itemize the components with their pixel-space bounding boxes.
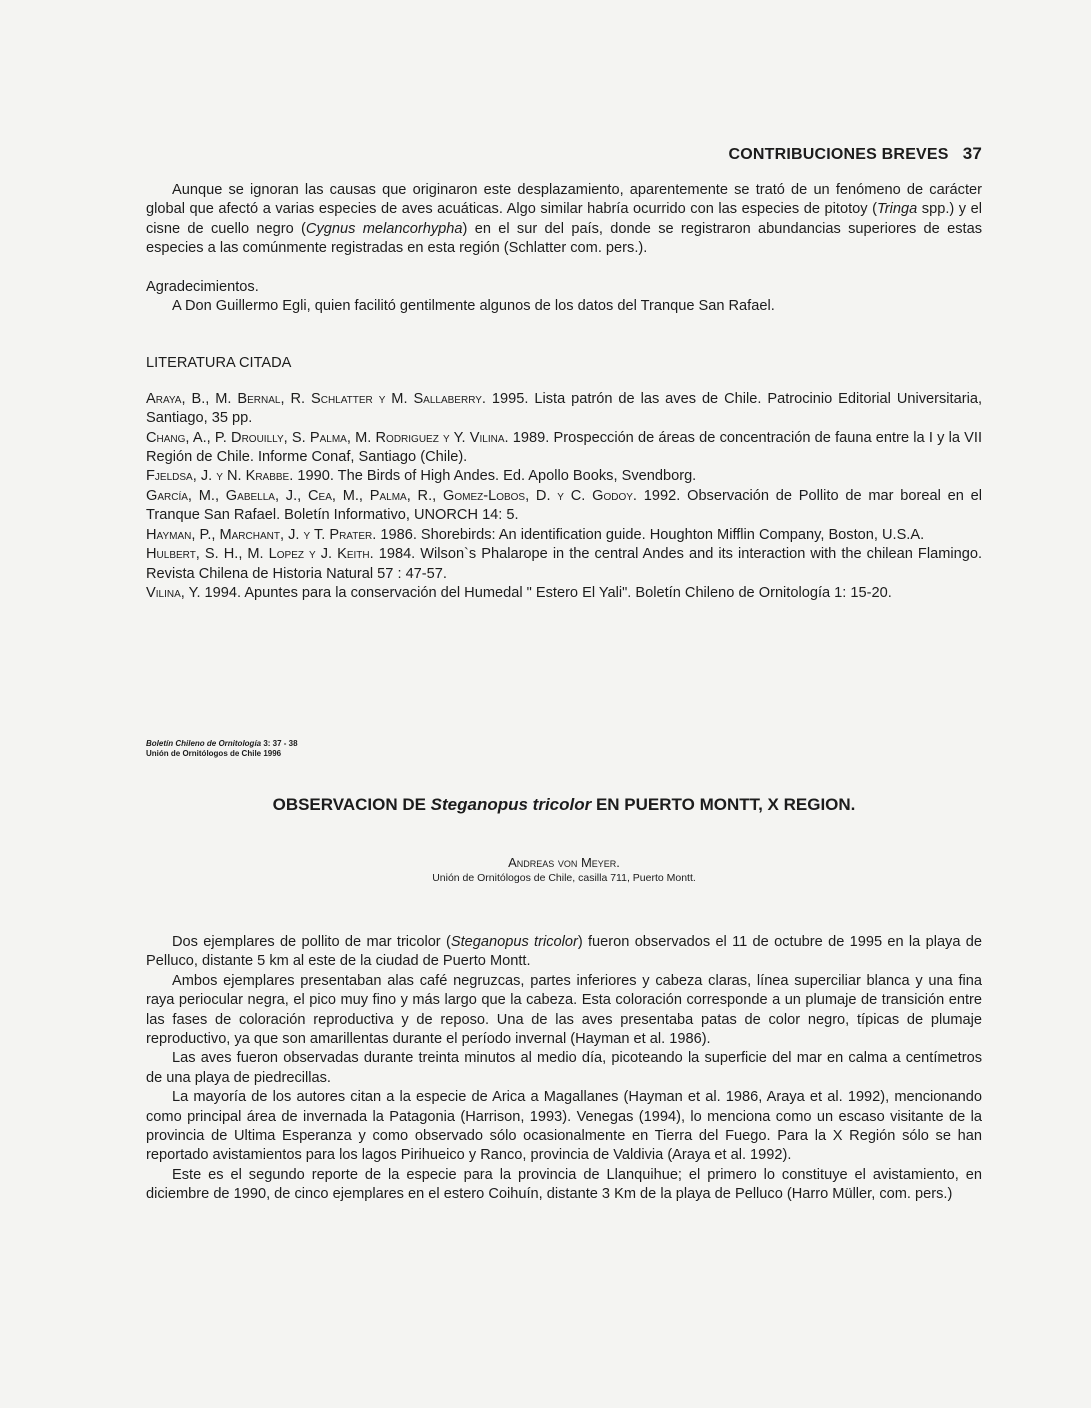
intro-text-3: ) en el sur del país, donde se registraron abundancias superiores de estas especies a las comúnmente registradas en esta región (Schlatter com. pers.). xyxy=(146,220,982,257)
journal-name: Boletín Chileno de Ornitología xyxy=(146,739,262,748)
reference-text: 1989. Prospección de áreas de concentración de fauna entre la I y la VII Región de Chile. Informe Conaf, Santiago (Chile). xyxy=(146,429,982,466)
reference-item xyxy=(146,545,982,584)
article-paragraph: Las aves fueron observadas durante treinta minutos al medio día, picoteando la superficie del mar en calma a centímetros de una playa de piedrecillas. xyxy=(146,1050,982,1086)
intro-text-2: spp.) y el cisne de cuello negro ( xyxy=(146,201,983,237)
article-paragraph: Ambos ejemplares presentaban alas café negruzcas, partes inferiores y cabeza claras, línea superciliar blanca y una fina raya periocular negra, el pico muy fino y más largo que la cabeza. Esta coloración corresponde a un plumaje de transición entre las fases de coloración reproductiva y de reposo. Una de las aves presentaba patas de color negro, típicas de plumaje reproductivo, ya que son amarillentas durante el período invernal (Hayman et al. 1986). xyxy=(146,972,982,1048)
reference-text: 1990. The Birds of High Andes. Ed. Apollo Books, Svendborg. xyxy=(293,468,697,485)
reference-item xyxy=(146,429,982,468)
title-suffix: EN PUERTO MONTT, X REGION. xyxy=(591,795,856,814)
reference-text: 1986. Shorebirds: An identification guide. Houghton Mifflin Company, Boston, U.S.A. xyxy=(376,526,925,543)
journal-issue: 3: 37 - 38 xyxy=(261,739,298,748)
article-title xyxy=(146,795,982,815)
article-body xyxy=(146,933,982,1205)
title-prefix: OBSERVACION DE xyxy=(272,795,431,814)
reference-item xyxy=(146,584,982,603)
reference-item xyxy=(146,526,982,545)
reference-authors: Vilina, Y. xyxy=(146,584,201,601)
article-paragraph: Este es el segundo reporte de la especie para la provincia de Llanquihue; el primero lo constituye el avistamiento, en diciembre de 1990, de cinco ejemplares en el estero Coihuín, distante 3 Km de la playa de Pelluco (Harro Müller, com. pers.) xyxy=(146,1166,982,1203)
intro-paragraph xyxy=(146,181,982,259)
intro-section xyxy=(146,181,982,603)
reference-item xyxy=(146,487,982,526)
page-number: 37 xyxy=(962,144,982,163)
title-species: Steganopus tricolor xyxy=(430,795,592,814)
reference-authors: Fjeldsa, J. y N. Krabbe. xyxy=(146,468,294,485)
reference-item xyxy=(146,390,982,429)
intro-species-tringa: Tringa xyxy=(876,201,918,218)
acknowledgements-heading: Agradecimientos. xyxy=(146,278,259,295)
p1-species: Steganopus tricolor xyxy=(450,934,578,950)
article-paragraph: La mayoría de los autores citan a la especie de Arica a Magallanes (Hayman et al. 1986, Araya et al. 1992), mencionando como principal área de invernada la Patagonia (Harrison, 1993). Venegas (1994), lo menciona como un escaso visitante de la provincia de Ultima Esperanza y como observado sólo ocasionalmente en Tierra del Fuego. Para la X Región sólo se han reportado avistamientos para los lagos Pirihueico y Ranco, provincia de Valdivia (Araya et al. 1992). xyxy=(146,1089,982,1164)
reference-authors: Chang, A., P. Drouilly, S. Palma, M. Rodriguez y Y. Vilina. xyxy=(146,429,509,446)
journal-publisher: Unión de Ornitólogos de Chile 1996 xyxy=(146,748,282,758)
journal-citation xyxy=(146,739,298,758)
reference-text: 1994. Apuntes para la conservación del Humedal " Estero El Yali". Boletín Chileno de Ornitología 1: 15-20. xyxy=(200,584,892,601)
reference-authors: Hulbert, S. H., M. Lopez y J. Keith. xyxy=(146,546,374,563)
reference-text: 1995. Lista patrón de las aves de Chile. Patrocinio Editorial Universitaria, Santiago, 35 pp. xyxy=(146,390,982,427)
section-title: CONTRIBUCIONES BREVES xyxy=(728,146,949,163)
reference-text: 1992. Observación de Pollito de mar boreal en el Tranque San Rafael. Boletín Informativo, UNORCH 14: 5. xyxy=(146,487,982,524)
p1-text-b: ) fueron observados el 11 de octubre de 1995 en la playa de Pelluco, distante 5 km al este de la ciudad de Puerto Montt. xyxy=(146,934,983,970)
running-header xyxy=(600,144,982,164)
reference-authors: Araya, B., M. Bernal, R. Schlatter y M. Sallaberry. xyxy=(146,390,486,407)
reference-list xyxy=(146,390,982,603)
article-author-block xyxy=(146,855,982,884)
intro-species-cygnus: Cygnus melancorhypha xyxy=(305,220,463,237)
reference-item xyxy=(146,467,982,486)
reference-authors: García, M., Gabella, J., Cea, M., Palma, R., Gomez-Lobos, D. y C. Godoy. xyxy=(146,487,637,504)
author-affiliation: Unión de Ornitólogos de Chile, casilla 711, Puerto Montt. xyxy=(432,872,696,884)
intro-text-1: Aunque se ignoran las causas que originaron este desplazamiento, aparentemente se trató de un fenómeno de carácter global que afectó a varias especies de aves acuáticas. Algo similar habría ocurrido con las especies de pitotoy ( xyxy=(146,182,982,218)
literature-heading: LITERATURA CITADA xyxy=(146,355,292,372)
acknowledgements-text: A Don Guillermo Egli, quien facilitó gentilmente algunos de los datos del Tranque San Rafael. xyxy=(172,298,775,315)
article-paragraph xyxy=(146,933,982,972)
reference-text: 1984. Wilson`s Phalarope in the central Andes and its interaction with the chilean Flamingo. Revista Chilena de Historia Natural 57 : 47-57. xyxy=(146,546,983,582)
author-name: Andreas von Meyer. xyxy=(508,855,620,870)
reference-authors: Hayman, P., Marchant, J. y T. Prater. xyxy=(146,526,377,543)
p1-text-a: Dos ejemplares de pollito de mar tricolor ( xyxy=(172,934,451,950)
